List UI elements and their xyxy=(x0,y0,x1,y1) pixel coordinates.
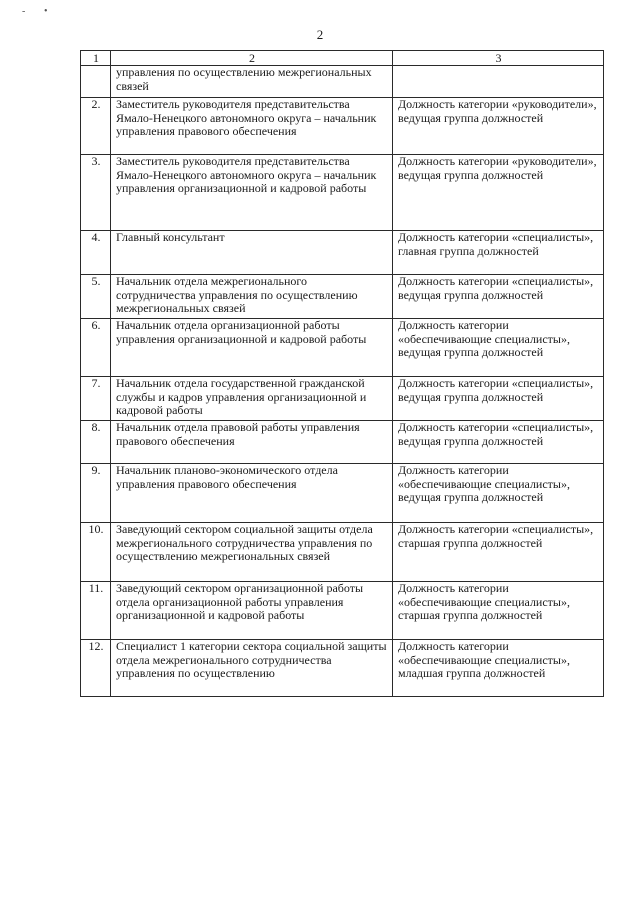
table-row xyxy=(81,640,604,697)
position-category: Должность категории «специалисты», главная группа должностей xyxy=(393,231,604,275)
table-header-row xyxy=(81,51,604,66)
position-name: Заведующий сектором организационной работы отдела организационной работы управления организационной и кадровой работы xyxy=(111,582,393,640)
position-name: Начальник отдела государственной гражданской службы и кадров управления организационной и кадровой работы xyxy=(111,377,393,421)
row-number: 8. xyxy=(81,421,111,464)
table-row xyxy=(81,377,604,421)
table-row xyxy=(81,155,604,231)
scan-mark: • xyxy=(44,6,48,17)
row-number: 11. xyxy=(81,582,111,640)
row-number xyxy=(81,66,111,98)
position-category xyxy=(393,66,604,98)
position-category: Должность категории «специалисты», старшая группа должностей xyxy=(393,523,604,582)
column-header: 2 xyxy=(111,51,393,66)
row-number: 9. xyxy=(81,464,111,523)
table-row xyxy=(81,98,604,155)
position-category: Должность категории «руководители», ведущая группа должностей xyxy=(393,98,604,155)
row-number: 4. xyxy=(81,231,111,275)
position-name: Заведующий сектором социальной защиты отдела межрегионального сотрудничества управления по осуществлению межрегиональных связей xyxy=(111,523,393,582)
row-number: 2. xyxy=(81,98,111,155)
table-row xyxy=(81,275,604,319)
row-number: 5. xyxy=(81,275,111,319)
scan-mark: - xyxy=(22,6,26,17)
position-name: Начальник отдела межрегионального сотрудничества управления по осуществлению межрегиональных связей xyxy=(111,275,393,319)
position-name: Начальник планово-экономического отдела управления правового обеспечения xyxy=(111,464,393,523)
table-row xyxy=(81,421,604,464)
table-row xyxy=(81,66,604,98)
position-name: Специалист 1 категории сектора социальной защиты отдела межрегионального сотрудничества управления по осуществлению xyxy=(111,640,393,697)
row-number: 6. xyxy=(81,319,111,377)
position-category: Должность категории «обеспечивающие специалисты», ведущая группа должностей xyxy=(393,464,604,523)
position-name: управления по осуществлению межрегиональных связей xyxy=(111,66,393,98)
column-header: 1 xyxy=(81,51,111,66)
position-category: Должность категории «обеспечивающие специалисты», старшая группа должностей xyxy=(393,582,604,640)
row-number: 12. xyxy=(81,640,111,697)
row-number: 10. xyxy=(81,523,111,582)
position-name: Начальник отдела правовой работы управления правового обеспечения xyxy=(111,421,393,464)
row-number: 7. xyxy=(81,377,111,421)
positions-table xyxy=(80,50,604,697)
table-row xyxy=(81,231,604,275)
position-category: Должность категории «обеспечивающие специалисты», ведущая группа должностей xyxy=(393,319,604,377)
position-name: Начальник отдела организационной работы управления организационной и кадровой работы xyxy=(111,319,393,377)
table-row xyxy=(81,464,604,523)
position-name: Заместитель руководителя представительства Ямало-Ненецкого автономного округа – начальник управления правового обеспечения xyxy=(111,98,393,155)
position-category: Должность категории «специалисты», ведущая группа должностей xyxy=(393,377,604,421)
position-category: Должность категории «специалисты», ведущая группа должностей xyxy=(393,421,604,464)
position-category: Должность категории «специалисты», ведущая группа должностей xyxy=(393,275,604,319)
table-row xyxy=(81,582,604,640)
table-row xyxy=(81,523,604,582)
column-header: 3 xyxy=(393,51,604,66)
row-number: 3. xyxy=(81,155,111,231)
position-category: Должность категории «обеспечивающие специалисты», младшая группа должностей xyxy=(393,640,604,697)
position-name: Заместитель руководителя представительства Ямало-Ненецкого автономного округа – начальник управления организационной и кадровой работы xyxy=(111,155,393,231)
position-name: Главный консультант xyxy=(111,231,393,275)
page-number: 2 xyxy=(316,27,324,42)
table-row xyxy=(81,319,604,377)
position-category: Должность категории «руководители», ведущая группа должностей xyxy=(393,155,604,231)
